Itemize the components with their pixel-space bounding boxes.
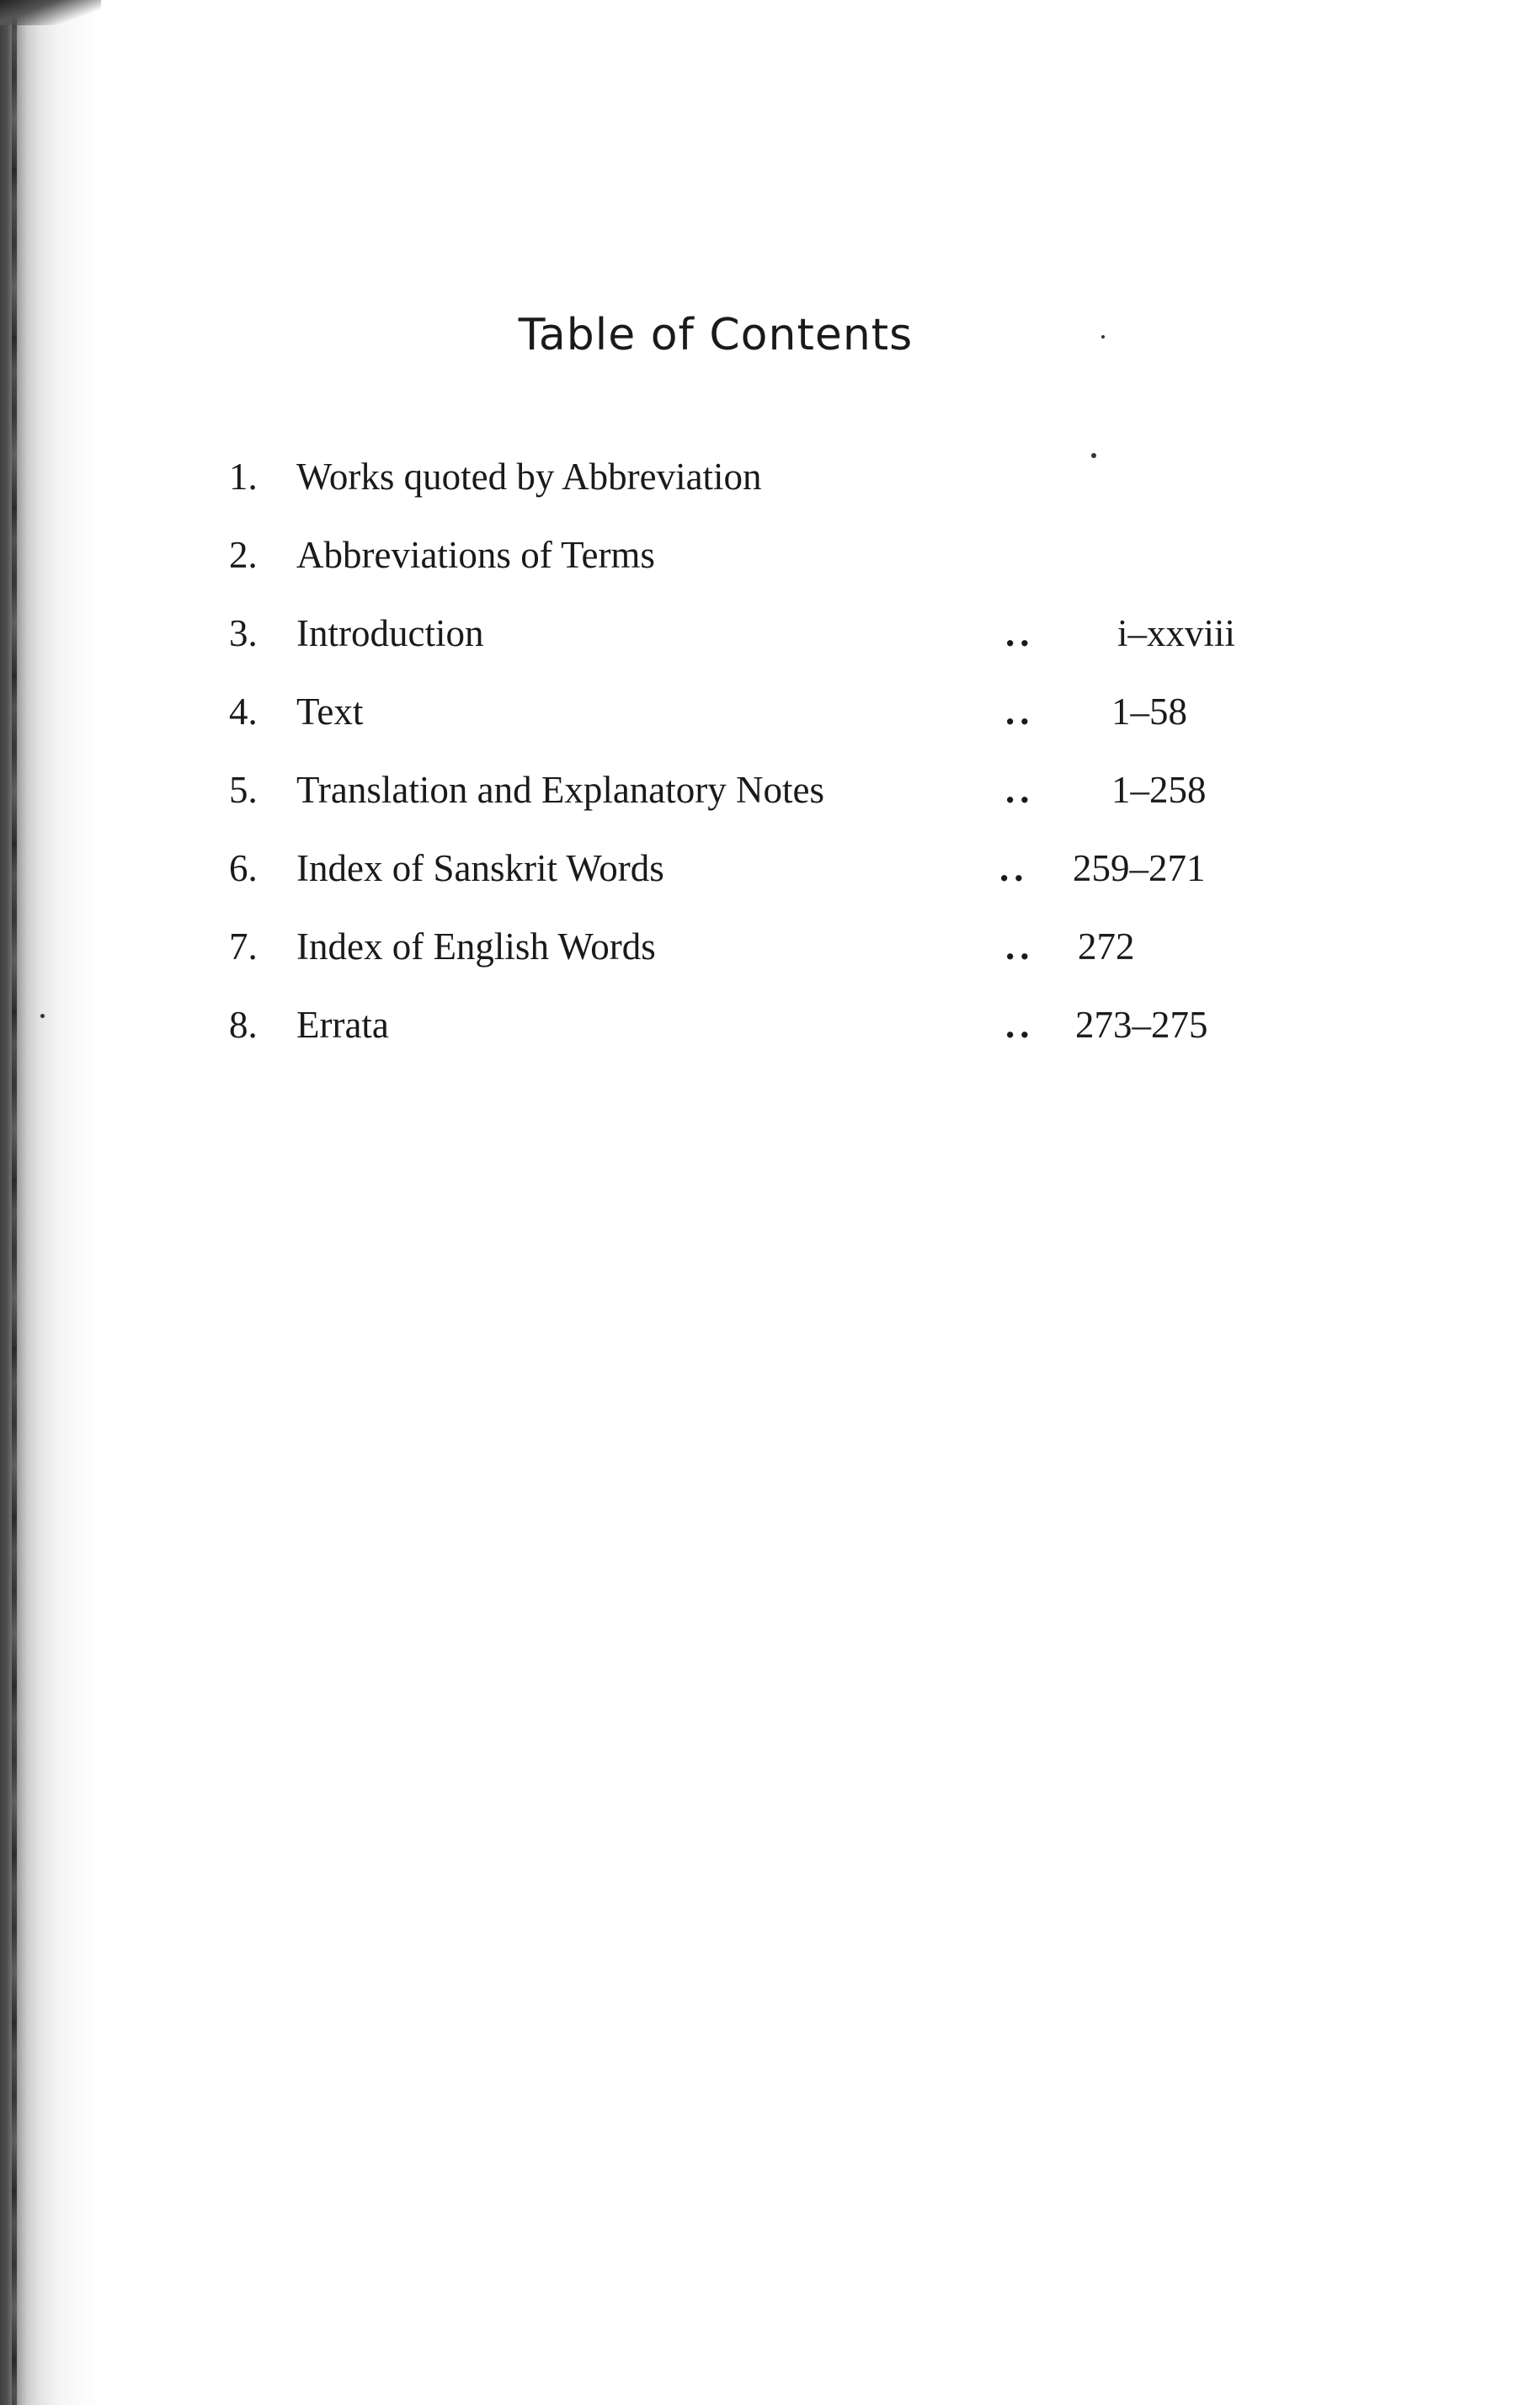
toc-entry: [229, 595, 1324, 673]
toc-entry-pages: 1–258: [1111, 769, 1207, 811]
toc-entry-number: 5.: [229, 769, 258, 811]
toc-entry: [229, 829, 1324, 908]
toc-entry-leader: ..: [1005, 769, 1035, 811]
toc-entry-number: 6.: [229, 847, 258, 889]
toc-entry-leader: ..: [1005, 691, 1035, 733]
toc-entry-title: Abbreviations of Terms: [296, 534, 655, 576]
toc-entry-number: 7.: [229, 925, 258, 968]
toc-entry-number: 3.: [229, 612, 258, 654]
toc-entry-number: 4.: [229, 691, 258, 733]
toc-entry-title: Translation and Explanatory Notes: [296, 769, 824, 811]
toc-entry-number: 2.: [229, 534, 258, 576]
binding-edge: [12, 0, 17, 2405]
toc-entry: [229, 516, 1324, 595]
toc-entry-title: Index of Sanskrit Words: [296, 847, 664, 889]
toc-entry: [229, 438, 1324, 516]
toc-entry-pages: 273–275: [1075, 1004, 1208, 1046]
toc-entry-leader: ..: [1005, 612, 1035, 654]
toc-entry-title: Errata: [296, 1004, 389, 1046]
toc-entry: [229, 673, 1324, 751]
toc-entry-leader: ..: [999, 847, 1029, 889]
toc-entry-pages: 259–271: [1073, 847, 1206, 889]
table-of-contents: [229, 438, 1324, 1064]
toc-entry: [229, 986, 1324, 1064]
page-title: Table of Contents: [518, 310, 914, 360]
toc-entry-title: Works quoted by Abbreviation: [296, 456, 762, 498]
scan-speck: [40, 1014, 45, 1018]
toc-entry-title: Text: [296, 691, 364, 733]
toc-entry-number: 8.: [229, 1004, 258, 1046]
corner-fold: [0, 0, 101, 25]
toc-entry-title: Introduction: [296, 612, 484, 654]
toc-entry-leader: ..: [1005, 925, 1035, 968]
toc-entry: [229, 751, 1324, 829]
toc-entry-leader: ..: [1005, 1004, 1035, 1046]
toc-entry-title: Index of English Words: [296, 925, 656, 968]
toc-entry-pages: 272: [1078, 925, 1135, 968]
toc-entry-number: 1.: [229, 456, 258, 498]
toc-entry-pages: 1–58: [1111, 691, 1187, 733]
toc-entry: [229, 908, 1324, 986]
toc-entry-pages: i–xxviii: [1117, 612, 1236, 654]
